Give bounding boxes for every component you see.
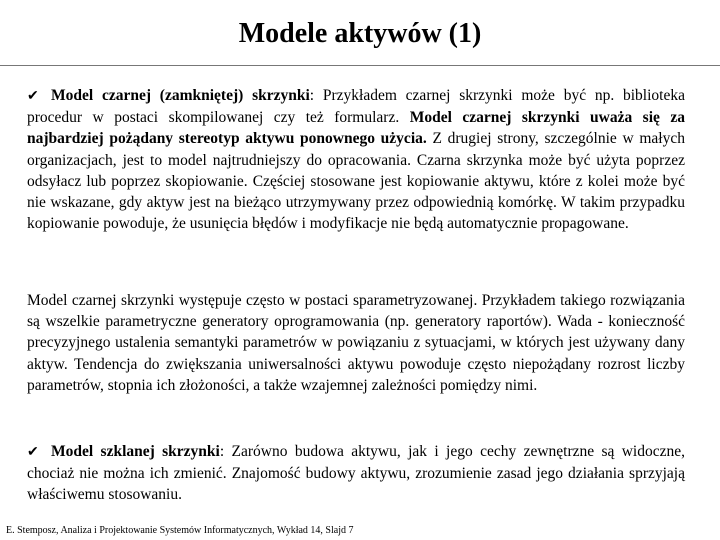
paragraph-black-box	[27, 85, 685, 234]
glass-box-heading: Model szklanej skrzynki	[51, 443, 220, 460]
title-divider	[0, 65, 720, 66]
paragraph-glass-box	[27, 441, 685, 506]
slide-footer: E. Stemposz, Analiza i Projektowanie Systemów Informatycznych, Wykład 14, Slajd 7	[6, 525, 354, 536]
paragraph-parametrized-black-box: Model czarnej skrzynki występuje często w postaci sparametryzowanej. Przykładem takiego rozwiązania są wszelkie parametryczne generatory oprogramowania (np. generatory raportów). Wada - konieczność precyzyjnego ustalenia semantyki parametrów w powiązaniu z sytuacjami, w których jest używany dany aktyw. Tendencja do zwiększania uniwersalności aktywu powoduje często niepożądany rozrost liczby parametrów, stopnia ich złożoności, a także wzajemnej zależności pomiędzy nimi.	[27, 292, 685, 394]
glass-box-text: : Zarówno budowa aktywu, jak i jego cechy zewnętrzne są widoczne, chociaż nie można ich zmienić. Znajomość budowy aktywu, zrozumienie zasad jego działania sprzyjają właściwemu stosowaniu.	[27, 443, 686, 504]
check-mark-icon: ✔	[27, 89, 39, 104]
black-box-text-intro: : Przykładem czarnej skrzynki może być np. biblioteka procedur w postaci skompilowanej czy też formularz.	[27, 87, 685, 127]
black-box-text-emphasis: Model czarnej skrzynki uważa się za najbardziej pożądany stereotyp aktywu ponownego użycia.	[27, 109, 685, 148]
check-mark-icon: ✔	[27, 445, 39, 460]
black-box-heading: Model czarnej (zamkniętej) skrzynki	[51, 87, 310, 104]
slide-title: Modele aktywów (1)	[238, 18, 482, 49]
black-box-text-rest: Z drugiej strony, szczególnie w małych organizacjach, jest to model najtrudniejszy do opracowania. Czarna skrzynka może być użyta poprzez odsyłacz lub poprzez skopiowanie. Częściej stosowane jest kopiowanie aktywu, które z kolei może być nie wskazane, gdy aktyw jest na bieżąco utrzymywany przez odpowiednią komórkę. W takim przypadku kopiowanie powoduje, że usunięcia błędów i modyfikacje nie będą automatycznie propagowane.	[27, 130, 685, 233]
